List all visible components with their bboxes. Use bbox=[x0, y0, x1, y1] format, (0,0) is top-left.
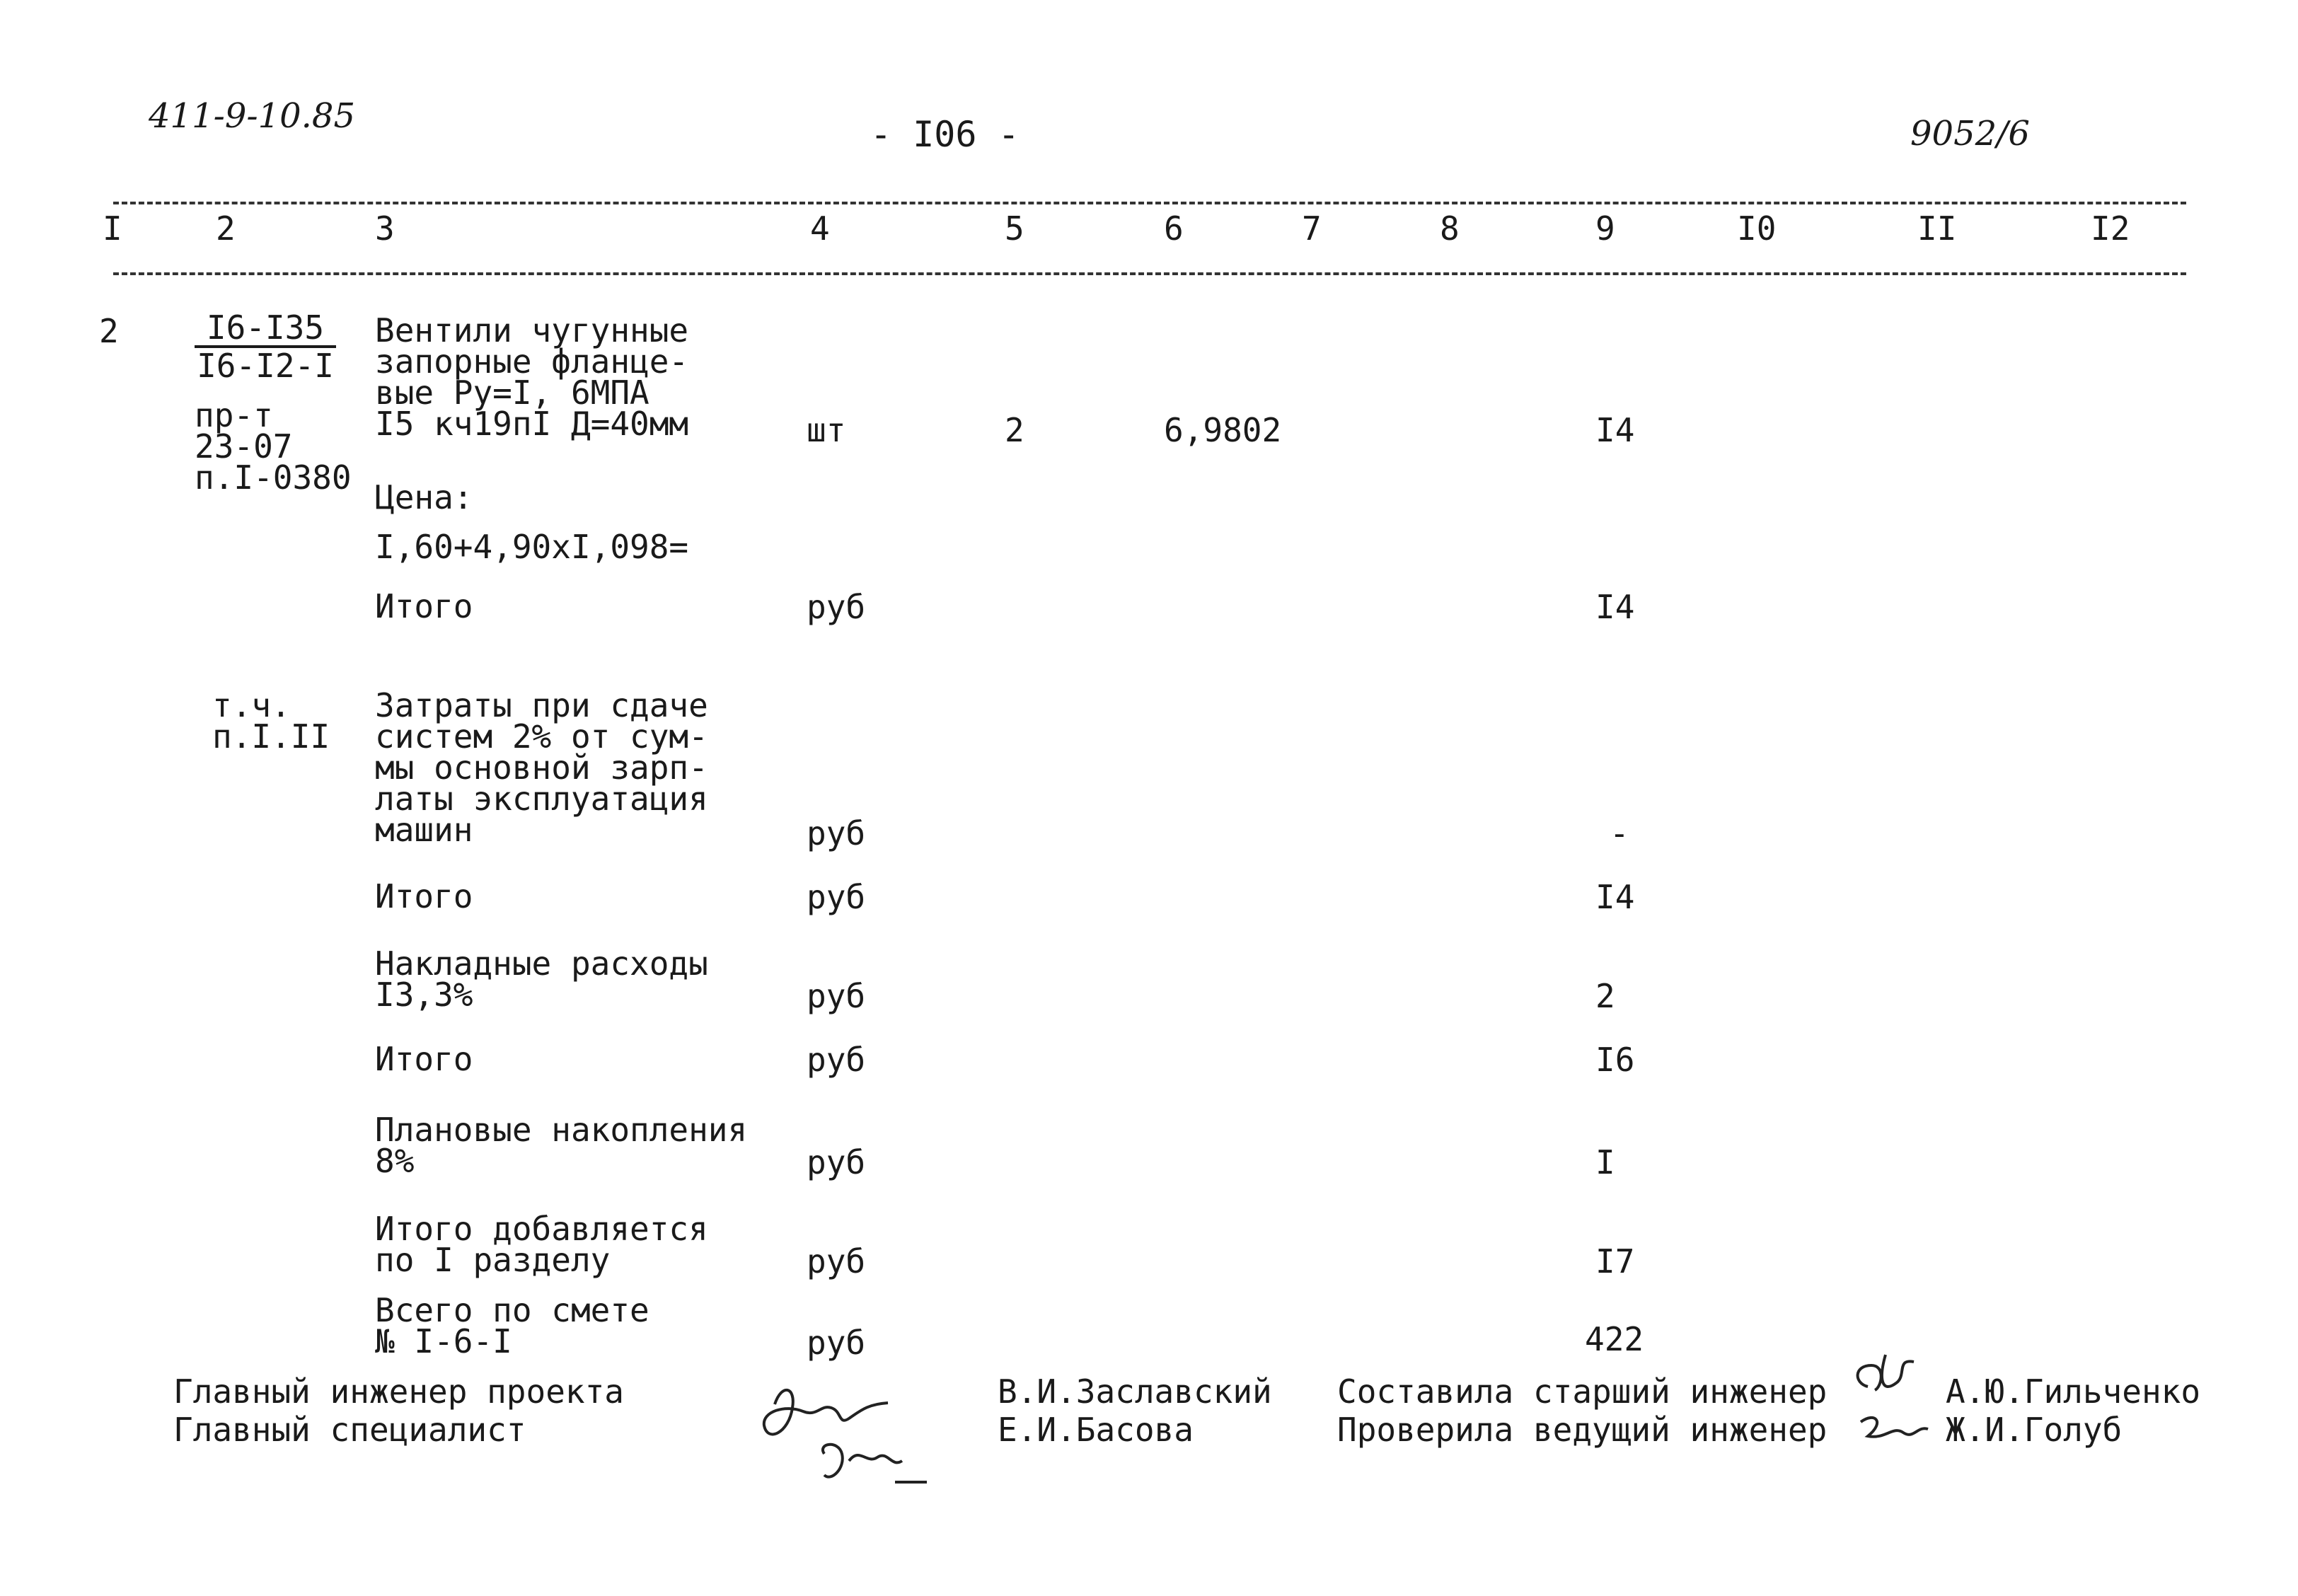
price-formula: I,60+4,90xI,098= bbox=[375, 528, 689, 566]
header-top-rule bbox=[113, 202, 2186, 204]
row-unit: руб bbox=[807, 1041, 866, 1079]
row-value: - bbox=[1610, 814, 1629, 852]
row-unit: руб bbox=[807, 588, 866, 626]
column-header: I0 bbox=[1737, 209, 1777, 248]
page-number: - I06 - bbox=[870, 114, 1020, 155]
price-reference: пр-т 23-07 п.I-0380 bbox=[195, 396, 352, 497]
row-unit: руб bbox=[807, 1324, 866, 1362]
column-header: I2 bbox=[2091, 209, 2130, 248]
column-header: 8 bbox=[1440, 209, 1460, 248]
column-header: 5 bbox=[1005, 209, 1024, 248]
row-value: I4 bbox=[1595, 878, 1635, 916]
row-value: I6 bbox=[1595, 1041, 1635, 1079]
row-value: I7 bbox=[1595, 1242, 1635, 1280]
column-header: 4 bbox=[810, 209, 830, 248]
column-header: 2 bbox=[216, 209, 236, 248]
item-number: 2 bbox=[99, 312, 119, 350]
code-denominator: I6-I2-I bbox=[197, 347, 334, 385]
row-unit: руб bbox=[807, 977, 866, 1015]
price-label: Цена: bbox=[375, 478, 473, 516]
code-numerator: I6-I35 bbox=[195, 311, 336, 348]
column-header: I bbox=[103, 209, 122, 248]
row-description: Итого bbox=[375, 587, 473, 625]
row-value: 2 bbox=[1595, 977, 1615, 1015]
item-unit-price: 6,9802 bbox=[1164, 411, 1282, 449]
item-unit: шт bbox=[807, 411, 846, 449]
item-total: I4 bbox=[1595, 411, 1635, 449]
row-value: I bbox=[1595, 1143, 1615, 1181]
row-unit: руб bbox=[807, 1242, 866, 1280]
row-description: Итого bbox=[375, 1040, 473, 1078]
item-description: Вентили чугунные запорные фланце- вые Ру=I, 6МПА I5 кч19пI Д=40мм bbox=[375, 311, 689, 443]
row-description: Плановые накопления 8% bbox=[375, 1111, 748, 1180]
handwritten-signature bbox=[754, 1376, 937, 1503]
row-description: Итого bbox=[375, 877, 473, 915]
row-value: 422 bbox=[1585, 1320, 1644, 1358]
row-unit: руб bbox=[807, 814, 866, 852]
row-description: Всего по смете № I-6-I bbox=[375, 1291, 649, 1360]
row-value: I4 bbox=[1595, 588, 1635, 626]
signature-names-left: В.И.Заславский Е.И.Басова bbox=[998, 1372, 1272, 1449]
document-code: 411-9-10.85 bbox=[149, 96, 356, 136]
signature-names-right: А.Ю.Гильченко Ж.И.Голуб bbox=[1946, 1372, 2201, 1449]
item-quantity: 2 bbox=[1005, 411, 1024, 449]
row-description: Затраты при сдаче систем 2% от сум- мы основной зарп- латы эксплуатация машин bbox=[375, 686, 708, 849]
sheet-number: 9052/6 bbox=[1910, 114, 2030, 154]
column-header: 3 bbox=[375, 209, 395, 248]
column-header: 6 bbox=[1164, 209, 1184, 248]
row-unit: руб bbox=[807, 1143, 866, 1181]
column-header: II bbox=[1917, 209, 1957, 248]
handwritten-initials bbox=[1847, 1344, 1953, 1464]
column-header: 7 bbox=[1302, 209, 1322, 248]
column-header: 9 bbox=[1595, 209, 1615, 248]
code-fraction bbox=[195, 308, 336, 385]
row-description: Накладные расходы I3,3% bbox=[375, 944, 708, 1014]
row-description: Итого добавляется по I разделу bbox=[375, 1210, 708, 1279]
signature-titles-left: Главный инженер проекта Главный специалист bbox=[173, 1372, 624, 1449]
row-reference: т.ч. п.I.II bbox=[212, 686, 330, 756]
signature-titles-right: Составила старший инженер Проверила ведущий инженер bbox=[1337, 1372, 1828, 1449]
row-unit: руб bbox=[807, 878, 866, 916]
header-bottom-rule bbox=[113, 272, 2186, 275]
